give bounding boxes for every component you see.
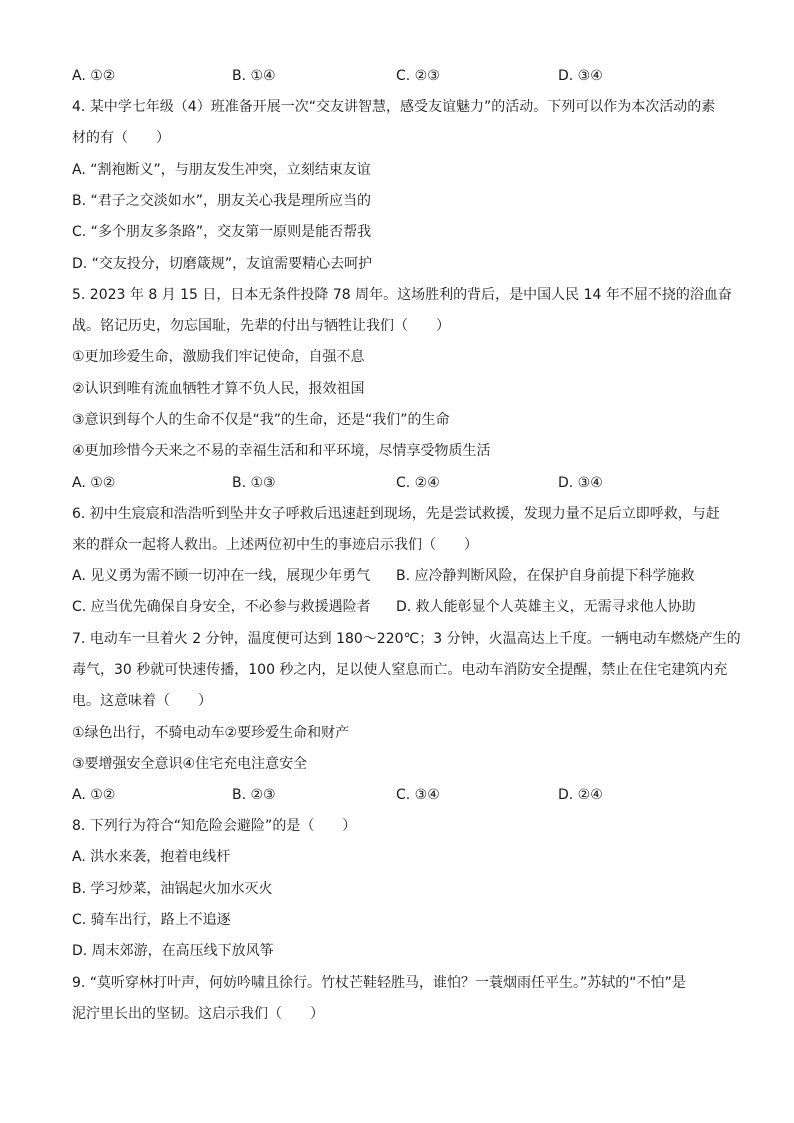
q7-statement-1: ①绿色出行，不骑电动车②要珍爱生命和财产 <box>72 725 350 741</box>
q4-option-b: B. “君子之交淡如水”，朋友关心我是理所应当的 <box>72 193 372 209</box>
q7-option-c: C. ③④ <box>396 787 440 803</box>
q8-option-b: B. 学习炒菜，油锅起火加水灭火 <box>72 881 273 897</box>
q6-option-b: B. 应冷静判断风险，在保护自身前提下科学施救 <box>396 568 695 584</box>
q4-option-a: A. “割袍断义”，与朋友发生冲突，立刻结束友谊 <box>72 162 371 178</box>
q7-statement-2: ③要增强安全意识④住宅充电注意安全 <box>72 756 308 772</box>
q5-stem-line-2: 战。铭记历史，勿忘国耻，先辈的付出与牺牲让我们（ ） <box>72 318 450 334</box>
q6-option-d: D. 救人能彰显个人英雄主义，无需寻求他人协助 <box>396 599 696 615</box>
q5-option-b: B. ①③ <box>232 475 276 491</box>
q7-option-d: D. ②④ <box>558 787 603 803</box>
q4-stem-line-1: 4. 某中学七年级（4）班准备开展一次“交友讲智慧，感受友谊魅力”的活动。下列可以作为本次活动的素 <box>72 99 716 115</box>
q5-statement-4: ④更加珍惜今天来之不易的幸福生活和和平环境，尽情享受物质生活 <box>72 443 491 459</box>
q7-stem-line-3: 电。这意味着（ ） <box>72 693 212 709</box>
q6-option-a: A. 见义勇为需不顾一切冲在一线，展现少年勇气 <box>72 568 371 584</box>
q9-stem-line-1: 9. “莫听穿林打叶声，何妨吟啸且徐行。竹杖芒鞋轻胜马，谁怕？一蓑烟雨任平生。”苏轼的“不怕”是 <box>72 975 686 991</box>
q7-option-a: A. ①② <box>72 787 116 803</box>
q7-stem-line-2: 毒气，30 秒就可快速传播，100 秒之内，足以使人窒息而亡。电动车消防安全提醒，禁止在住宅建筑内充 <box>72 662 728 678</box>
q6-stem-line-1: 6. 初中生宸宸和浩浩听到坠井女子呼救后迅速赶到现场，先是尝试救援，发现力量不足后立即呼救，与赶 <box>72 506 720 522</box>
q4-stem-line-2: 材的有（ ） <box>72 130 170 146</box>
q8-stem: 8. 下列行为符合“知危险会避险”的是（ ） <box>72 818 357 834</box>
q3-option-c: C. ②③ <box>396 68 440 84</box>
q5-statement-3: ③意识到每个人的生命不仅是“我”的生命，还是“我们”的生命 <box>72 412 450 428</box>
q3-option-a: A. ①② <box>72 68 116 84</box>
q5-stem-line-1: 5. 2023 年 8 月 15 日，日本无条件投降 78 周年。这场胜利的背后，是中国人民 14 年不屈不挠的浴血奋 <box>72 287 732 303</box>
q7-option-b: B. ②③ <box>232 787 276 803</box>
q5-statement-2: ②认识到唯有流血牺牲才算不负人民，报效祖国 <box>72 381 365 397</box>
q5-option-d: D. ③④ <box>558 475 603 491</box>
q5-option-a: A. ①② <box>72 475 116 491</box>
q8-option-d: D. 周末郊游，在高压线下放风筝 <box>72 943 274 959</box>
q7-stem-line-1: 7. 电动车一旦着火 2 分钟，温度便可达到 180～220℃；3 分钟，火温高达上千度。一辆电动车燃烧产生的 <box>72 631 741 647</box>
q4-option-d: D. “交友投分，切磨箴规”，友谊需要精心去呵护 <box>72 256 373 272</box>
q8-option-c: C. 骑车出行，路上不追逐 <box>72 912 231 928</box>
q6-option-c: C. 应当优先确保自身安全，不必参与救援遇险者 <box>72 599 371 615</box>
q9-stem-line-2: 泥泞里长出的坚韧。这启示我们（ ） <box>72 1006 324 1022</box>
q5-option-c: C. ②④ <box>396 475 440 491</box>
q5-statement-1: ①更加珍爱生命，激励我们牢记使命，自强不息 <box>72 349 365 365</box>
q8-option-a: A. 洪水来袭，抱着电线杆 <box>72 849 231 865</box>
q3-option-b: B. ①④ <box>232 68 276 84</box>
q6-stem-line-2: 来的群众一起将人救出。上述两位初中生的事迹启示我们（ ） <box>72 537 478 553</box>
q3-option-d: D. ③④ <box>558 68 603 84</box>
q4-option-c: C. “多个朋友多条路”，交友第一原则是能否帮我 <box>72 224 372 240</box>
